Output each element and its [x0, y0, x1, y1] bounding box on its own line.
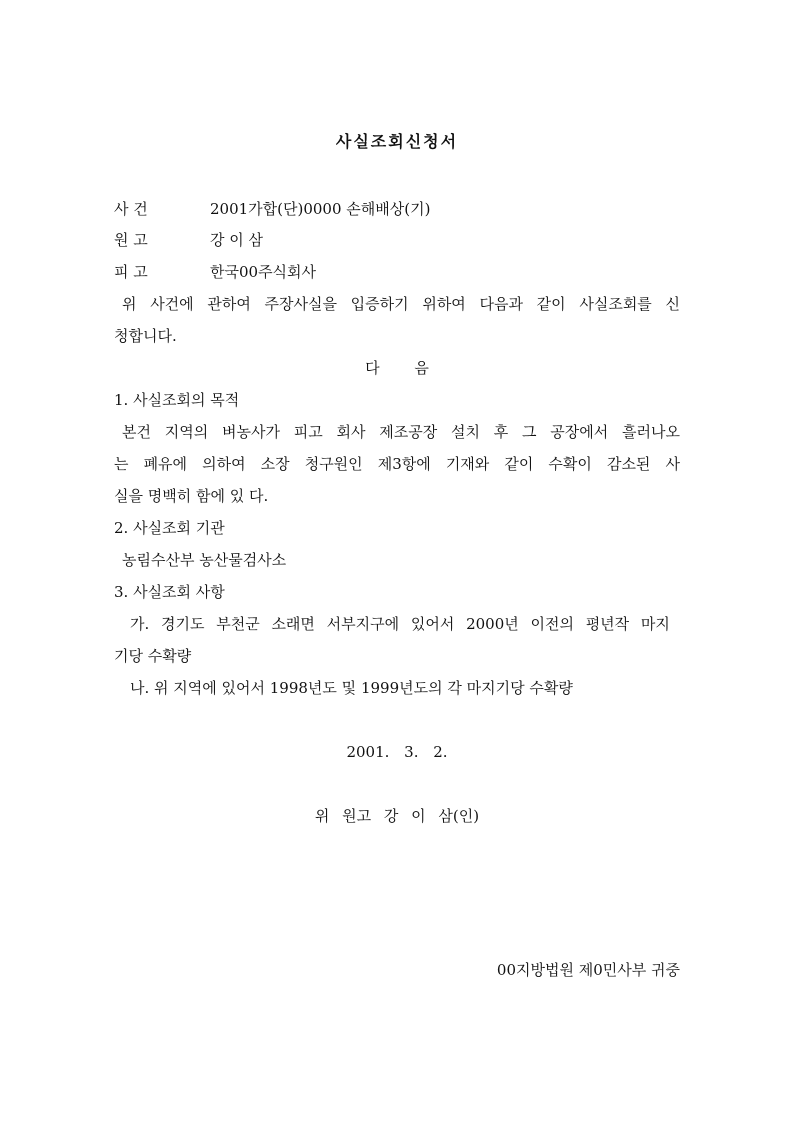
- section-1-title: 1. 사실조회의 목적: [114, 391, 240, 409]
- intro-word: 위: [122, 295, 137, 313]
- defendant-value: 한국00주식회사: [210, 263, 317, 281]
- section-1-line-1: [122, 422, 680, 442]
- case-value: 2001가합(단)0000 손해배상(기): [210, 200, 431, 218]
- section-1-word: 벼농사가: [222, 423, 280, 441]
- section-3-word: 소래면: [271, 615, 315, 633]
- section-1-word: 감소된: [606, 455, 651, 473]
- section-3-word: 평년작: [585, 615, 630, 633]
- section-2-line-1: 농림수산부 농산물검사소: [122, 551, 287, 569]
- section-1-line-2: [114, 454, 680, 474]
- section-1-word: 피고: [293, 423, 323, 441]
- intro-word: 사건에: [150, 295, 194, 313]
- section-1-word: 그: [521, 423, 537, 441]
- section-1-word: 사: [665, 455, 680, 473]
- section-3-word: 2000년: [466, 615, 519, 633]
- intro-word: 주장사실을: [264, 295, 337, 313]
- intro-word: 다음과: [479, 295, 523, 313]
- intro-word: 위하여: [422, 295, 466, 313]
- section-3-word: 마지: [640, 615, 670, 633]
- section-3-word: 이전의: [530, 615, 574, 633]
- plaintiff-value: 강 이 삼: [210, 231, 264, 249]
- document-date: 2001. 3. 2.: [346, 743, 448, 761]
- section-3-line-1: [130, 614, 670, 634]
- section-3-line-2: 기당 수확량: [114, 647, 192, 665]
- applicant-signature: 위 원고 강 이 삼(인): [314, 807, 480, 825]
- section-3-word: 서부지구에: [326, 615, 400, 633]
- intro-word: 입증하기: [350, 295, 409, 313]
- case-label: 사 건: [114, 200, 148, 218]
- section-1-word: 회사: [336, 423, 366, 441]
- section-3-word: 부천군: [216, 615, 260, 633]
- section-1-word: 폐유에: [143, 455, 188, 473]
- intro-word: 관하여: [207, 295, 251, 313]
- plaintiff-label: 원 고: [114, 231, 148, 249]
- section-2-title: 2. 사실조회 기관: [114, 519, 225, 537]
- defendant-label: 피 고: [114, 263, 148, 281]
- section-1-word: 설치: [450, 423, 480, 441]
- intro-word: 사실조회를: [579, 295, 652, 313]
- section-3-word: 가.: [130, 615, 150, 633]
- intro-word: 같이: [536, 295, 566, 313]
- section-1-word: 같이: [504, 455, 534, 473]
- section-3-line-3: 나. 위 지역에 있어서 1998년도 및 1999년도의 각 마지기당 수확량: [130, 679, 573, 697]
- section-1-word: 제조공장: [379, 423, 438, 441]
- section-heading: 다 음: [365, 359, 429, 377]
- case-label-row: [114, 199, 174, 219]
- section-1-line-3: 실을 명백히 함에 있 다.: [114, 487, 269, 505]
- intro-word: 신: [665, 295, 680, 313]
- section-1-word: 지역의: [164, 423, 209, 441]
- section-1-word: 기재와: [445, 455, 490, 473]
- section-1-word: 본건: [122, 423, 151, 441]
- section-3-word: 경기도: [161, 615, 205, 633]
- section-3-title: 3. 사실조회 사항: [114, 583, 225, 601]
- court-addressee: 00지방법원 제0민사부 귀중: [496, 961, 680, 979]
- section-1-word: 후: [493, 423, 509, 441]
- section-1-word: 청구원인: [304, 455, 363, 473]
- section-1-word: 제3항에: [377, 455, 431, 473]
- section-1-word: 수확이: [548, 455, 592, 473]
- section-1-word: 흘러나오: [621, 423, 680, 441]
- section-1-word: 소장: [260, 455, 290, 473]
- section-1-word: 공장에서: [550, 423, 609, 441]
- document-title: 사실조회신청서: [335, 132, 459, 151]
- section-3-word: 있어서: [410, 615, 455, 633]
- intro-line-1: [122, 294, 680, 314]
- section-1-word: 의하여: [202, 455, 246, 473]
- intro-line-2: 청합니다.: [114, 327, 177, 345]
- section-1-word: 는: [114, 455, 129, 473]
